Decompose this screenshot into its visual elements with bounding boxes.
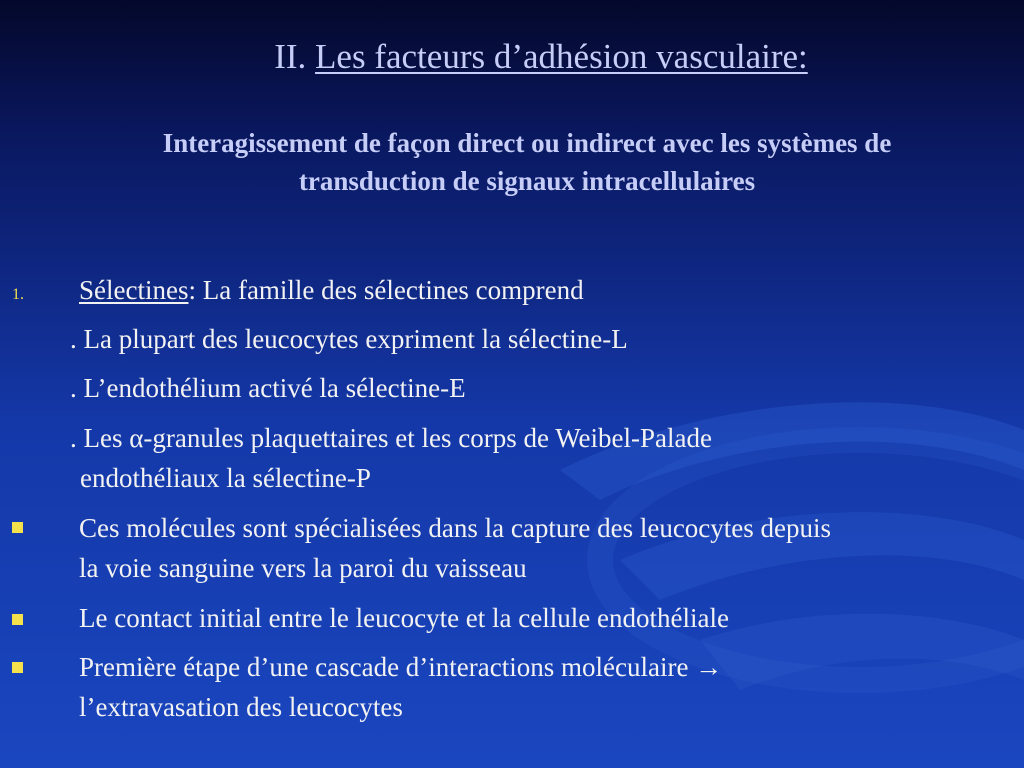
bullet-line-continued: l’extravasation des leucocytes: [79, 692, 403, 722]
square-bullet-icon: [12, 614, 23, 625]
bullet-item: [79, 598, 729, 638]
numbered-item-text: : La famille des sélectines comprend: [188, 275, 584, 305]
numbered-item-selectines: [79, 270, 584, 310]
slide-title: [0, 36, 1024, 78]
sub-item-line: . La plupart des leucocytes expriment la sélectine-L: [70, 324, 628, 354]
sub-item-line: . Les α-granules plaquettaires et les corps de Weibel-Palade: [70, 423, 712, 453]
title-number: II.: [274, 37, 307, 76]
sub-item: [70, 319, 628, 359]
sub-item: [70, 368, 466, 408]
term-selectines: Sélectines: [79, 275, 189, 305]
square-bullet-icon: [12, 662, 23, 673]
subtitle-line-1: Interagissement de façon direct ou indirect avec les systèmes de: [162, 128, 892, 158]
bullet-line: Première étape d’une cascade d’interactions moléculaire →: [79, 652, 723, 682]
sub-item-line: . L’endothélium activé la sélectine-E: [70, 373, 466, 403]
subtitle-line-2: transduction de signaux intracellulaires: [298, 166, 756, 196]
sub-item-line-continued: endothéliaux la sélectine-P: [80, 463, 371, 493]
title-text: Les facteurs d’adhésion vasculaire:: [315, 37, 808, 76]
bullet-line: Le contact initial entre le leucocyte et la cellule endothéliale: [79, 603, 729, 633]
bullet-line: Ces molécules sont spécialisées dans la capture des leucocytes depuis: [79, 513, 832, 543]
list-number-marker: 1.: [12, 286, 24, 303]
bullet-line-continued: la voie sanguine vers la paroi du vaisseau: [79, 553, 527, 583]
square-bullet-icon: [12, 522, 23, 533]
bullet-item: [79, 508, 831, 588]
slide-subtitle: [40, 124, 1014, 200]
bullet-item: [79, 647, 722, 727]
sub-item: [70, 418, 712, 498]
